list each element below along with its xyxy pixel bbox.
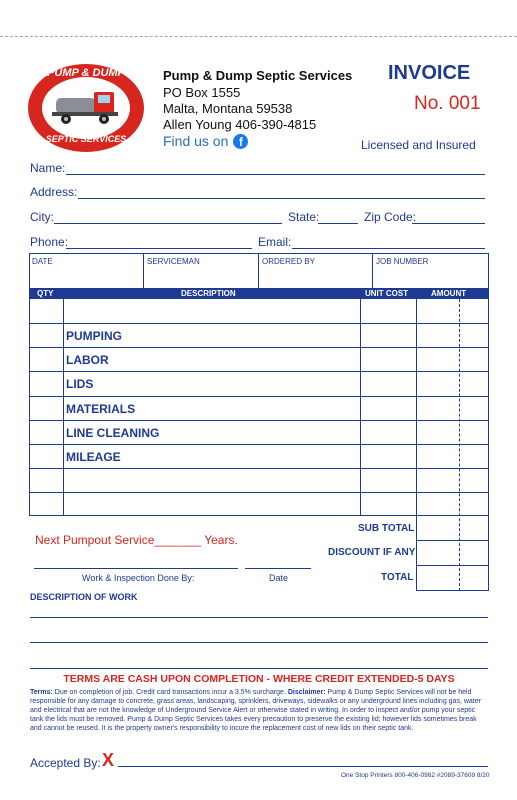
terms-body-2: Pump & Dump Septic Services will not be held responsible for any damage to concrete, grass areas, landscaping, sprinklers, driveways, sidewalks or any underground lines including gas, water and electrical that are not the knowledge of Underground Service Alert or otherwise stated in writing. In order to inspect and/or pump your septic tank the lids must be removed. Pump & Dump Septic Services takes every precaution to preserve the existing lid; however lids sometimes break and cannot be reused. It is the property owner's responsibility to incure the replacement cost of new lids on their septic tank. (30, 689, 481, 732)
logo-text-top: PUMP & DUMP (47, 67, 125, 79)
printer-credit: One Stop Printers 800-406-0982 #2089-37609 8/20 (341, 772, 490, 779)
logo-text-bottom: SEPTIC SERVICES (45, 134, 127, 144)
perforation-line (0, 36, 517, 37)
work-done-by-label: Work & Inspection Done By: (82, 573, 195, 583)
zip-label: Zip Code: (364, 210, 417, 224)
invoice-number: No. 001 (414, 93, 481, 114)
name-field[interactable] (66, 174, 485, 175)
date-header: DATE (32, 257, 53, 266)
email-field[interactable] (292, 248, 485, 249)
ordered-by-header: ORDERED BY (262, 257, 315, 266)
address-field[interactable] (78, 198, 485, 199)
company-logo (26, 62, 146, 154)
city-label: City: (30, 210, 54, 224)
serviceman-header: SERVICEMAN (147, 257, 200, 266)
table-header (29, 288, 489, 299)
terms-body-1: Due on completion of job. Credit card transactions incur a 3.5% surcharge. (52, 689, 288, 696)
company-name: Pump & Dump Septic Services (163, 68, 353, 83)
company-address1: PO Box 1555 (163, 85, 241, 100)
address-label: Address: (30, 185, 78, 199)
terms-label: Terms: (30, 689, 53, 696)
item-labor: LABOR (66, 353, 109, 367)
discount-label: DISCOUNT IF ANY (328, 547, 416, 558)
phone-field[interactable] (66, 248, 252, 249)
find-us-label: Find us on (163, 133, 229, 149)
disclaimer-label: Disclaimer: (287, 689, 326, 696)
accepted-by-label: Accepted By: (30, 756, 101, 770)
description-line-3[interactable] (30, 668, 488, 669)
signature-x: X (102, 750, 115, 770)
description-line-2[interactable] (30, 642, 488, 643)
name-label: Name: (30, 161, 66, 175)
work-done-by-field[interactable] (34, 568, 238, 569)
company-contact: Allen Young 406-390-4815 (163, 117, 317, 132)
description-header: DESCRIPTION (181, 289, 236, 298)
next-service: Next Pumpout Service_______ Years. (35, 533, 238, 547)
item-pumping: PUMPING (66, 329, 123, 343)
description-line-1[interactable] (30, 617, 488, 618)
city-field[interactable] (54, 223, 282, 224)
zip-field[interactable] (412, 223, 485, 224)
item-mileage: MILEAGE (66, 450, 121, 464)
item-line-cleaning: LINE CLEANING (66, 426, 160, 440)
terms-heading: TERMS ARE CASH UPON COMPLETION - WHERE CREDIT EXTENDED-5 DAYS (63, 673, 455, 685)
facebook-icon[interactable]: f (233, 134, 248, 149)
email-label: Email: (258, 235, 292, 249)
sub-total-label: SUB TOTAL (358, 523, 415, 534)
item-materials: MATERIALS (66, 402, 136, 416)
qty-header: QTY (37, 289, 54, 298)
terms-text (30, 689, 490, 734)
company-address2: Malta, Montana 59538 (163, 101, 293, 116)
date-label: Date (269, 573, 289, 583)
description-of-work-label: DESCRIPTION OF WORK (30, 592, 138, 602)
unit-cost-header: UNIT COST (365, 289, 409, 298)
find-us (163, 133, 248, 149)
state-label: State: (288, 210, 320, 224)
job-number-header: JOB NUMBER (376, 257, 429, 266)
licensed-insured: Licensed and Insured (361, 138, 476, 152)
state-field[interactable] (318, 223, 358, 224)
invoice-title: INVOICE (388, 62, 471, 84)
phone-label: Phone: (30, 235, 69, 249)
item-lids: LIDS (66, 377, 94, 391)
amount-header: AMOUNT (431, 289, 467, 298)
signature-field[interactable] (118, 766, 488, 767)
total-label: TOTAL (381, 572, 414, 583)
date-field[interactable] (245, 568, 311, 569)
